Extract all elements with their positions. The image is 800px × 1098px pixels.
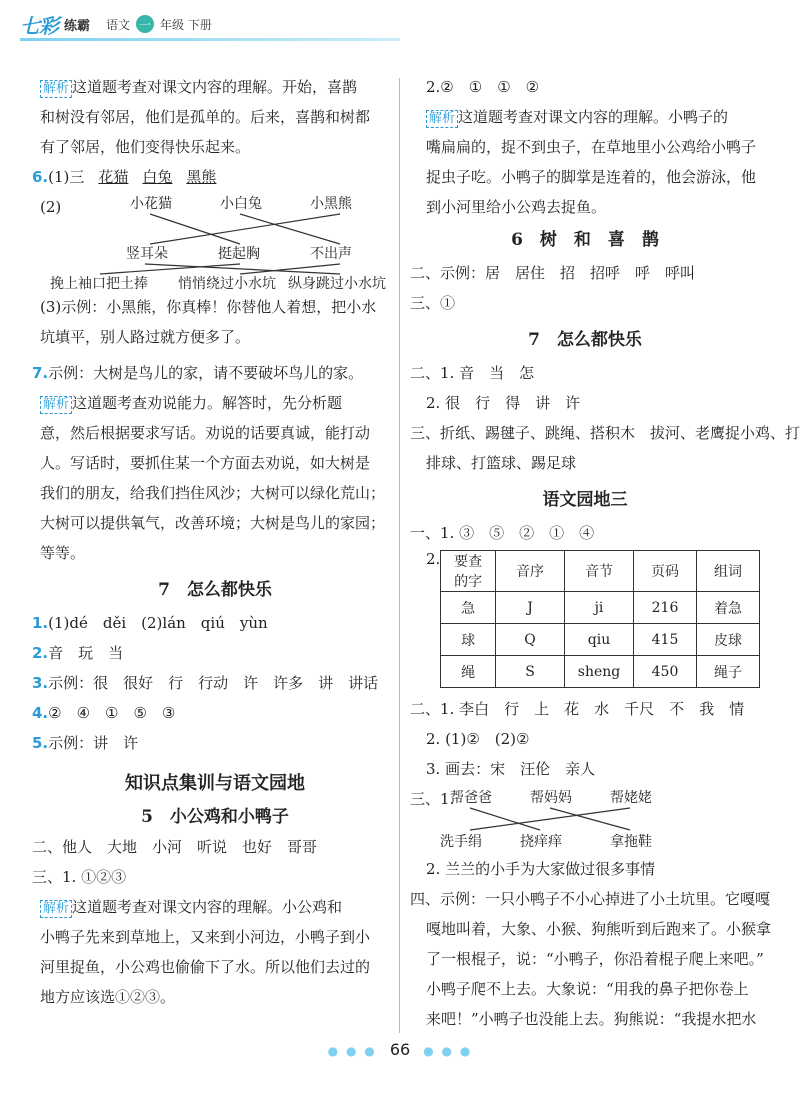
answer-line: 嘎地叫着，大象、小猴、狗熊听到后跑来了。小猴拿 <box>426 920 772 938</box>
dictionary-block <box>410 548 760 688</box>
answer-line: 2.② ① ① ② <box>426 78 540 96</box>
table-header: 要查的字 <box>441 551 496 592</box>
answer-line: 小鸭子爬不上去。大象说：“用我的鼻子把你卷上 <box>426 980 749 998</box>
lesson-title: 7 怎么都快乐 <box>528 330 642 350</box>
answer-line: 2. 很 行 得 讲 许 <box>426 394 581 412</box>
match-top-item: 小白兔 <box>220 196 262 212</box>
lesson-title: 5 小公鸡和小鸭子 <box>141 807 289 827</box>
analysis-line: 意，然后根据要求写话。劝说的话要真诚，能打动 <box>40 424 371 442</box>
brand-logo: 七彩 <box>20 13 58 38</box>
match-bot-item: 挠痒痒 <box>520 834 562 850</box>
answer-line: 3.示例：很 很好 行 行动 许 许多 讲 讲话 <box>32 674 379 692</box>
table-row: 急 J ji 216 着急 <box>441 592 760 624</box>
lesson-title: 语文园地三 <box>542 490 628 510</box>
dictionary-table <box>440 550 760 688</box>
answer-line: 二、1. 李白 行 上 花 水 千尺 不 我 情 <box>410 700 745 718</box>
answer-line: 二、1. 音 当 怎 <box>410 364 535 382</box>
match-bot-item: 洗手绢 <box>440 834 482 850</box>
match-bot-item: 纵身跳过小水坑 <box>288 276 386 292</box>
matching-diagram-2 <box>430 784 760 850</box>
answer-line: 四、示例：一只小鸭子不小心掉进了小土坑里。它嘎嘎 <box>410 890 771 908</box>
column-divider <box>399 78 400 1033</box>
answer-line: 三、折纸、踢毽子、跳绳、搭积木 拔河、老鹰捉小鸡、打 <box>410 424 800 442</box>
match-mid-item: 竖耳朵 <box>126 246 168 262</box>
answer-line: 了一根棍子，说：“小鸭子，你沿着棍子爬上来吧。” <box>426 950 764 968</box>
answer-number: 三、1. <box>410 790 455 808</box>
analysis-line: 人。写话时，要抓住某一个方面去劝说，如大树是 <box>40 454 371 472</box>
match-top-item: 小黑熊 <box>310 196 352 212</box>
analysis-line: 捉虫子吃。小鸭子的脚掌是连着的，他会游泳，他 <box>426 168 757 186</box>
answer-line: 来吧！”小鸭子也没能上去。狗熊说：“我提水把水 <box>426 1010 757 1028</box>
q6-part2-label: (2) <box>40 198 62 216</box>
analysis-line: 解析 这道题考查劝说能力。解答时，先分析题 <box>40 388 390 418</box>
answer-line: 2. (1)② (2)② <box>426 730 530 748</box>
matching-block-2 <box>410 784 760 850</box>
table-row: 球 Q qiu 415 皮球 <box>441 624 760 656</box>
brand-name: 练霸 <box>64 18 91 34</box>
subject: 语文 <box>106 17 131 32</box>
match-top-item: 帮妈妈 <box>530 790 572 806</box>
table-row: 绳 S sheng 450 绳子 <box>441 656 760 688</box>
match-mid-item: 不出声 <box>310 246 352 262</box>
table-header: 音节 <box>565 551 634 592</box>
answer-line: 三、1. ①②③ <box>32 868 127 886</box>
match-top-item: 帮爸爸 <box>450 790 492 806</box>
analysis-tag: 解析 <box>426 110 458 128</box>
analysis-line: 和树没有邻居，他们是孤单的。后来，喜鹊和树都 <box>40 108 371 126</box>
footer-dots-left: ● ● ● <box>327 1044 377 1058</box>
matching-diagram-1 <box>40 194 390 292</box>
answer-line: 2.音 玩 当 <box>32 644 124 662</box>
match-top-item: 小花猫 <box>130 196 172 212</box>
table-header: 音序 <box>496 551 565 592</box>
analysis-line: 小鸭子先来到草地上，又来到小河边，小鸭子到小 <box>40 928 371 946</box>
q6-part3: 坑填平，别人路过就方便多了。 <box>40 328 251 346</box>
analysis-line: 有了邻居，他们变得快乐起来。 <box>40 138 251 156</box>
analysis-line: 地方应该选①②③。 <box>40 988 176 1006</box>
grade-number: 一 <box>136 15 154 33</box>
analysis-tag: 解析 <box>40 900 72 918</box>
analysis-line: 大树可以提供氧气，改善环境；大树是鸟儿的家园； <box>40 514 386 532</box>
q6-line: 6.(1)三 花猫 白兔 黑熊 <box>32 168 217 186</box>
page-number: 66 <box>389 1040 411 1059</box>
table-header: 组词 <box>697 551 760 592</box>
match-top-item: 帮姥姥 <box>610 790 652 806</box>
match-bot-item: 挽上袖口把土捧 <box>50 276 148 292</box>
grade-text: 年级 下册 <box>160 17 212 32</box>
match-mid-item: 挺起胸 <box>218 246 260 262</box>
answer-number: 2. <box>426 550 441 568</box>
analysis-line: 河里捉鱼，小公鸡也偷偷下了水。所以他们去过的 <box>40 958 371 976</box>
answer-line: 一、1. ③ ⑤ ② ① ④ <box>410 524 595 542</box>
answer-line: 二、示例：居 居住 招 招呼 呼 呼叫 <box>410 264 696 282</box>
page-footer <box>0 1040 800 1059</box>
answer-line: 排球、打篮球、踢足球 <box>426 454 577 472</box>
answer-line: 1.(1)dé děi (2)lán qiú yùn <box>32 614 268 632</box>
table-header: 页码 <box>634 551 697 592</box>
answer-line: 3. 画去：宋 汪伦 亲人 <box>426 760 596 778</box>
analysis-line: 解析 这道题考查对课文内容的理解。小公鸡和 <box>40 892 390 922</box>
match-bot-item: 拿拖鞋 <box>610 834 652 850</box>
analysis-tag: 解析 <box>40 396 72 414</box>
page-header <box>20 8 212 40</box>
answer-line: 二、他人 大地 小河 听说 也好 哥哥 <box>32 838 318 856</box>
analysis-line: 到小河里给小公鸡去捉鱼。 <box>426 198 607 216</box>
q6-part3: (3)示例：小黑熊，你真棒！你替他人着想，把小水 <box>40 298 377 316</box>
lesson-title: 7 怎么都快乐 <box>158 580 272 600</box>
right-column <box>410 72 800 1034</box>
answer-line: 5.示例：讲 许 <box>32 734 139 752</box>
answer-line: 三、① <box>410 294 456 312</box>
analysis-line: 嘴扁扁的，捉不到虫子，在草地里小公鸡给小鸭子 <box>426 138 757 156</box>
match-bot-item: 悄悄绕过小水坑 <box>178 276 276 292</box>
table-header-row <box>441 551 760 592</box>
lesson-title: 6 树 和 喜 鹊 <box>511 230 659 250</box>
analysis-tag: 解析 <box>40 80 72 98</box>
footer-dots-right: ● ● ● <box>423 1044 473 1058</box>
answer-line: 4.② ④ ① ⑤ ③ <box>32 704 176 722</box>
left-column <box>32 72 390 1012</box>
section-title: 知识点集训与语文园地 <box>125 773 305 794</box>
analysis-line: 我们的朋友，给我们挡住风沙；大树可以绿化荒山； <box>40 484 386 502</box>
answer-line: 2. 兰兰的小手为大家做过很多事情 <box>426 860 656 878</box>
analysis-line: 解析 这道题考查对课文内容的理解。小鸭子的 <box>426 102 760 132</box>
header-rule <box>20 38 400 41</box>
q7-line: 7.示例：大树是鸟儿的家，请不要破坏鸟儿的家。 <box>32 364 364 382</box>
analysis-line: 等等。 <box>40 544 86 562</box>
analysis-line: 解析 这道题考查对课文内容的理解。开始，喜鹊 <box>40 72 390 102</box>
